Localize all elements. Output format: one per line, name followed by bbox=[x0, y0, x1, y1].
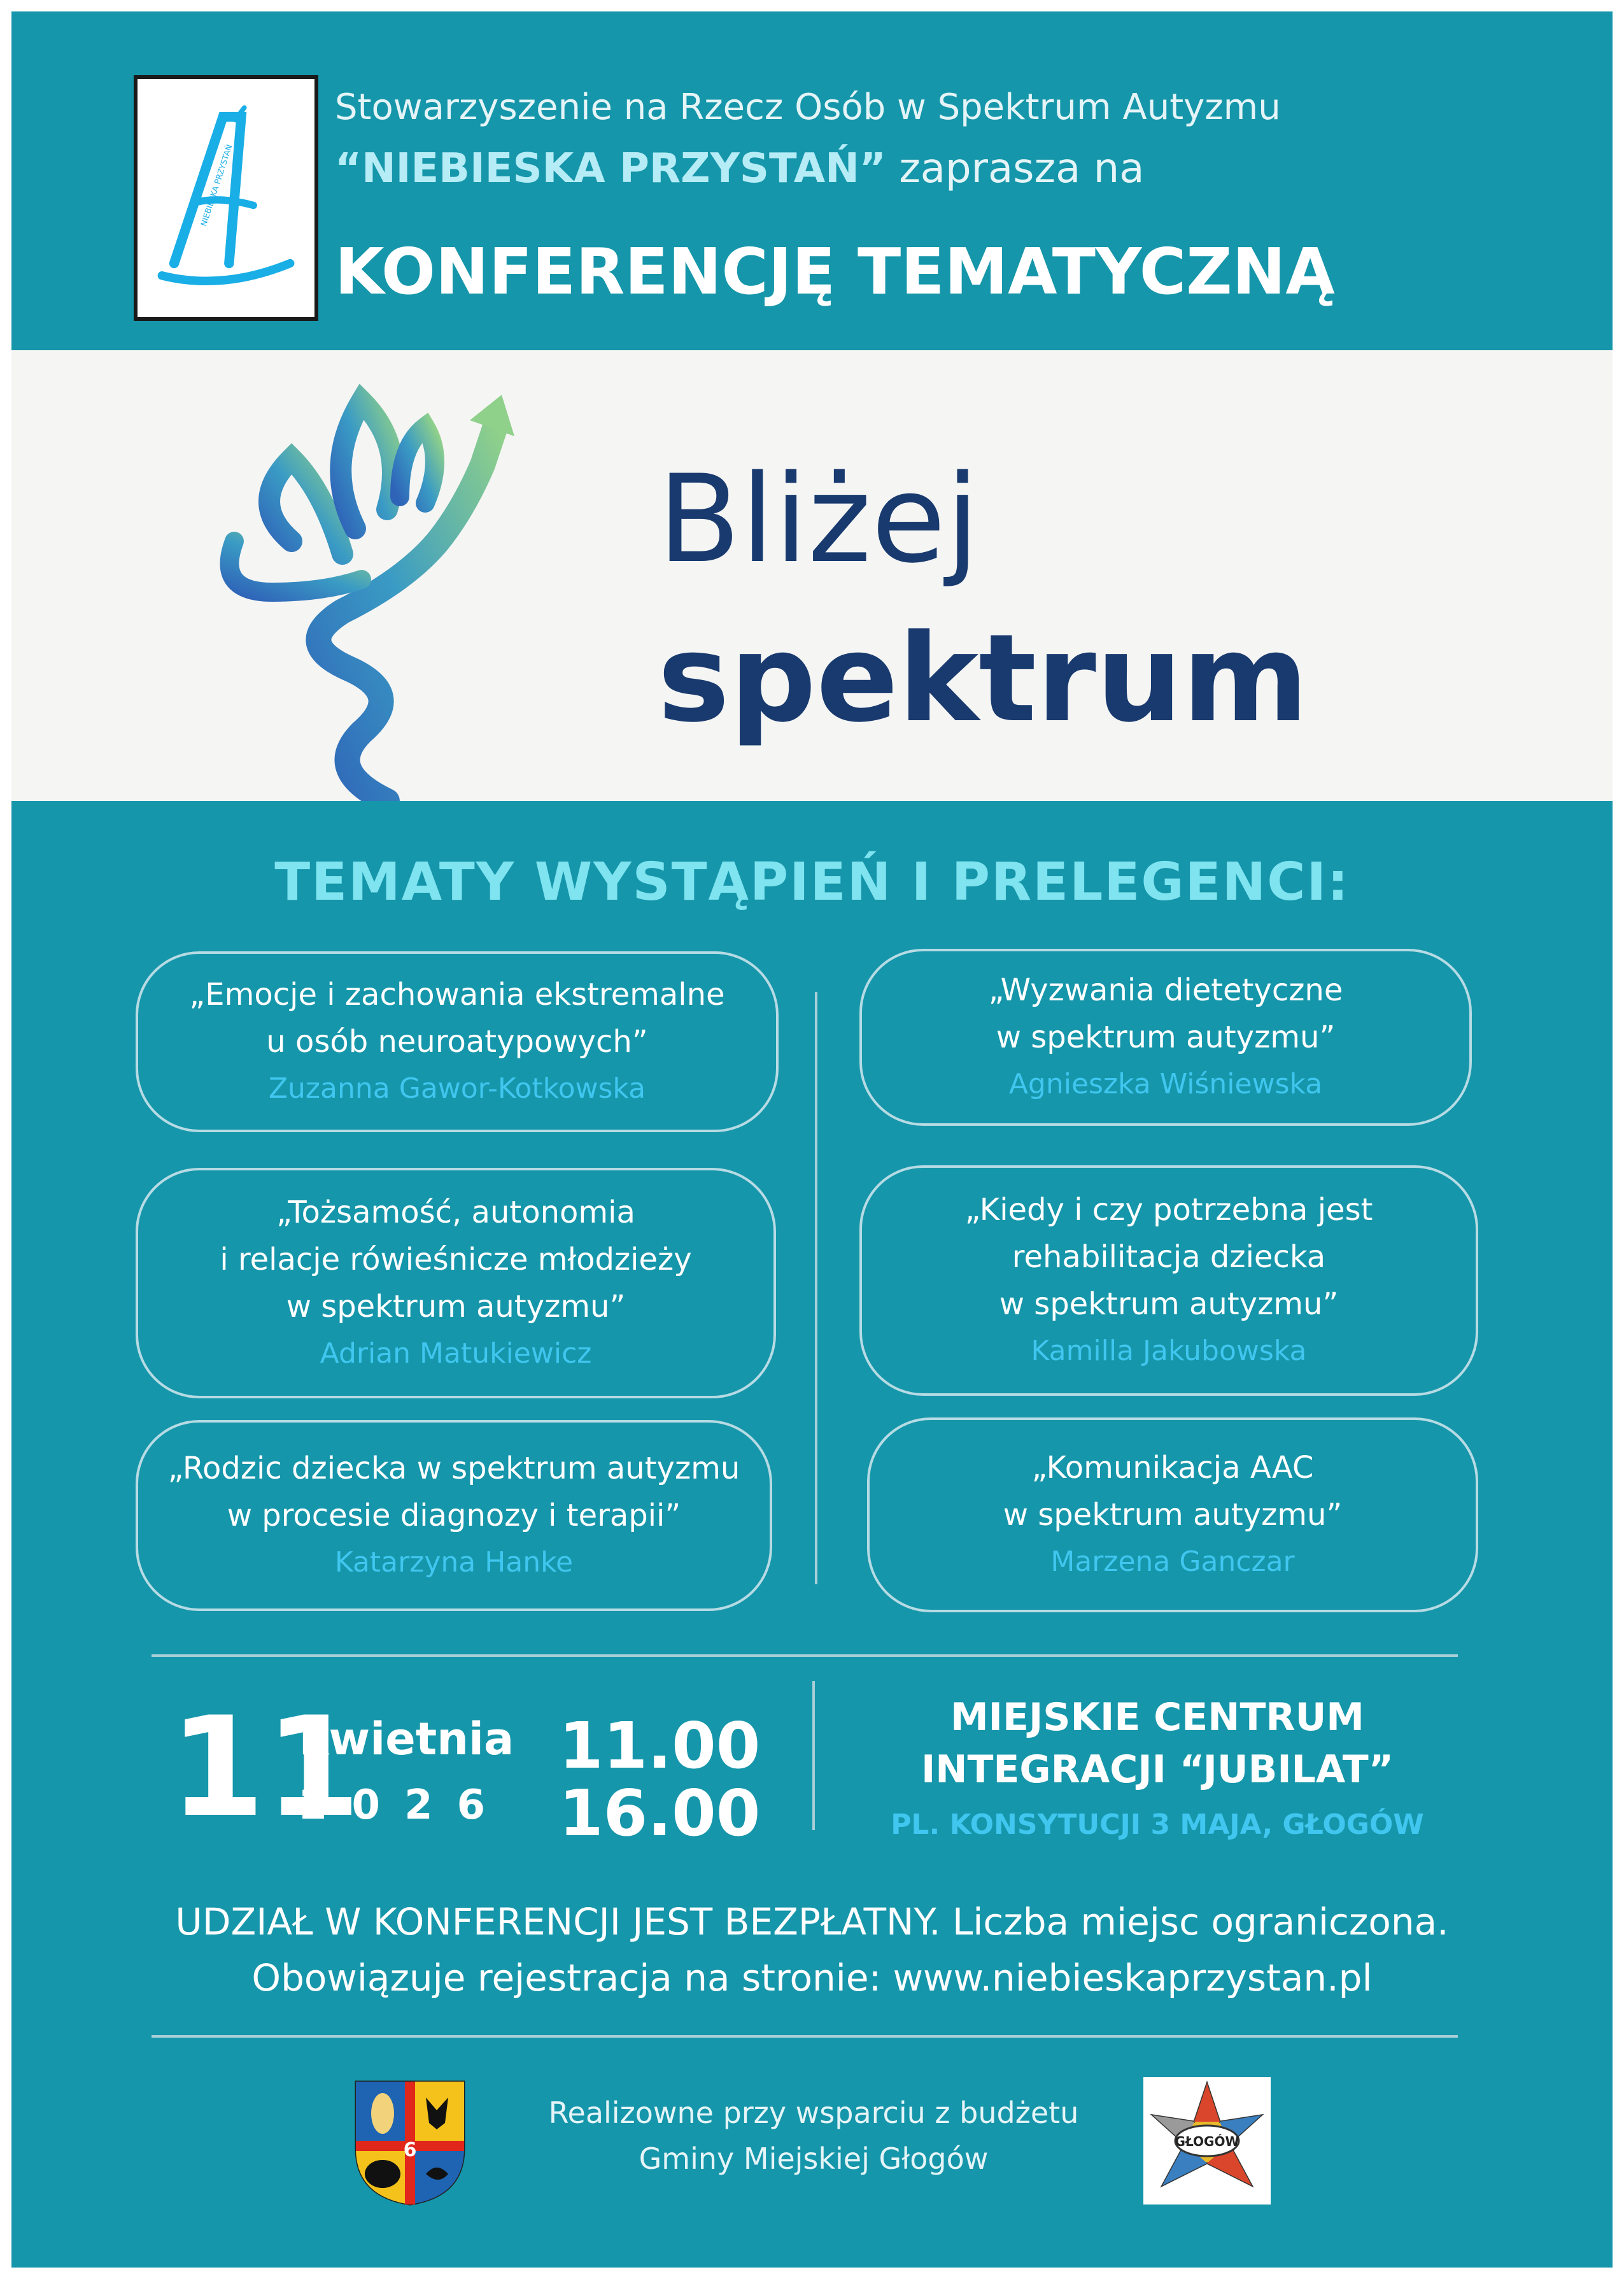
venue-line-1: MIEJSKIE CENTRUM bbox=[950, 1695, 1365, 1740]
info-line-1: UDZIAŁ W KONFERENCJI JEST BEZPŁATNY. Liczba miejsc ograniczona. bbox=[175, 1900, 1449, 1943]
topic-title-line: „Tożsamość, autonomia bbox=[276, 1195, 635, 1230]
invite-text: zaprasza na bbox=[886, 145, 1145, 192]
title-banner bbox=[11, 350, 1613, 801]
poster bbox=[11, 11, 1613, 2268]
topic-title-line: „Emocje i zachowania ekstremalne bbox=[189, 977, 725, 1012]
association-logo bbox=[134, 75, 318, 321]
logo-vertical-text: NIEBIESKA PRZYSTAŃ bbox=[198, 143, 234, 227]
header-conference-line: KONFERENCJĘ TEMATYCZNĄ bbox=[335, 234, 1335, 309]
topic-title-line: w spektrum autyzmu” bbox=[996, 1019, 1336, 1055]
topic-title-line: w procesie diagnozy i terapii” bbox=[227, 1498, 681, 1533]
venue-line-2: INTEGRACJI “JUBILAT” bbox=[921, 1747, 1394, 1792]
topic-title-line: w spektrum autyzmu” bbox=[1003, 1497, 1343, 1533]
letter-a-logo-icon bbox=[138, 79, 314, 317]
topic-title-line: w spektrum autyzmu” bbox=[999, 1286, 1339, 1322]
event-time-start: 11.00 bbox=[559, 1708, 761, 1783]
cards-divider bbox=[815, 992, 817, 1584]
topic-title-line: „Rodzic dziecka w spektrum autyzmu bbox=[167, 1451, 740, 1486]
topic-speaker: Zuzanna Gawor-Kotkowska bbox=[268, 1072, 646, 1105]
section-divider-2 bbox=[152, 2035, 1458, 2038]
event-year: 2026 bbox=[299, 1782, 510, 1829]
topic-title-line: rehabilitacja dziecka bbox=[1012, 1239, 1326, 1275]
topic-title-line: u osób neuroatypowych” bbox=[266, 1024, 648, 1060]
topic-title-line: i relacje rówieśnicze młodzieży bbox=[220, 1242, 692, 1277]
title-line-1: Bliżej bbox=[658, 449, 980, 590]
glogow-star-logo-icon bbox=[1143, 2077, 1271, 2204]
support-line-2: Gminy Miejskiej Głogów bbox=[639, 2141, 989, 2176]
topic-speaker: Adrian Matukiewicz bbox=[320, 1337, 592, 1370]
topic-card-2 bbox=[859, 949, 1472, 1126]
topics-heading: TEMATY WYSTĄPIEŃ I PRELEGENCI: bbox=[274, 852, 1350, 912]
event-day: 11 bbox=[169, 1687, 361, 1847]
section-divider-1 bbox=[152, 1654, 1458, 1657]
glogow-city-logo bbox=[1143, 2077, 1271, 2204]
topic-speaker: Agnieszka Wiśniewska bbox=[1008, 1068, 1323, 1100]
topic-card-3 bbox=[136, 1168, 776, 1398]
event-time-end: 16.00 bbox=[559, 1776, 761, 1850]
topic-title-line: w spektrum autyzmu” bbox=[286, 1289, 626, 1324]
topic-title-line: „Kiedy i czy potrzebna jest bbox=[964, 1192, 1373, 1228]
topic-card-1 bbox=[136, 951, 779, 1132]
topic-speaker: Kamilla Jakubowska bbox=[1031, 1335, 1307, 1367]
topic-card-6 bbox=[867, 1417, 1478, 1612]
topic-speaker: Marzena Ganczar bbox=[1050, 1545, 1295, 1578]
spectrum-ribbon-icon bbox=[196, 350, 654, 801]
topic-speaker: Katarzyna Hanke bbox=[334, 1546, 574, 1579]
crest-number: 6 bbox=[403, 2139, 417, 2161]
title-line-2: spektrum bbox=[658, 608, 1309, 749]
topic-title-line: „Komunikacja AAC bbox=[1031, 1450, 1314, 1486]
topic-card-5 bbox=[136, 1420, 772, 1611]
support-line-1: Realizowne przy wsparciu z budżetu bbox=[548, 2096, 1079, 2130]
event-divider bbox=[812, 1681, 815, 1830]
event-month: kwietnia bbox=[299, 1713, 514, 1765]
glogow-logo-text: GŁOGÓW bbox=[1175, 2134, 1239, 2149]
header-invite-line bbox=[335, 145, 1144, 192]
venue-address: PL. KONSYTUCJI 3 MAJA, GŁOGÓW bbox=[891, 1808, 1424, 1841]
topic-card-4 bbox=[859, 1165, 1478, 1396]
header-association-line: Stowarzyszenie na Rzecz Osób w Spektrum Autyzmu bbox=[335, 87, 1281, 128]
glogow-coat-of-arms-icon bbox=[353, 2078, 467, 2206]
topic-title-line: „Wyzwania dietetyczne bbox=[988, 972, 1343, 1008]
registration-line: Obowiązuje rejestracja na stronie: www.niebieskaprzystan.pl bbox=[251, 1956, 1373, 1999]
org-name: “NIEBIESKA PRZYSTAŃ” bbox=[335, 145, 886, 192]
